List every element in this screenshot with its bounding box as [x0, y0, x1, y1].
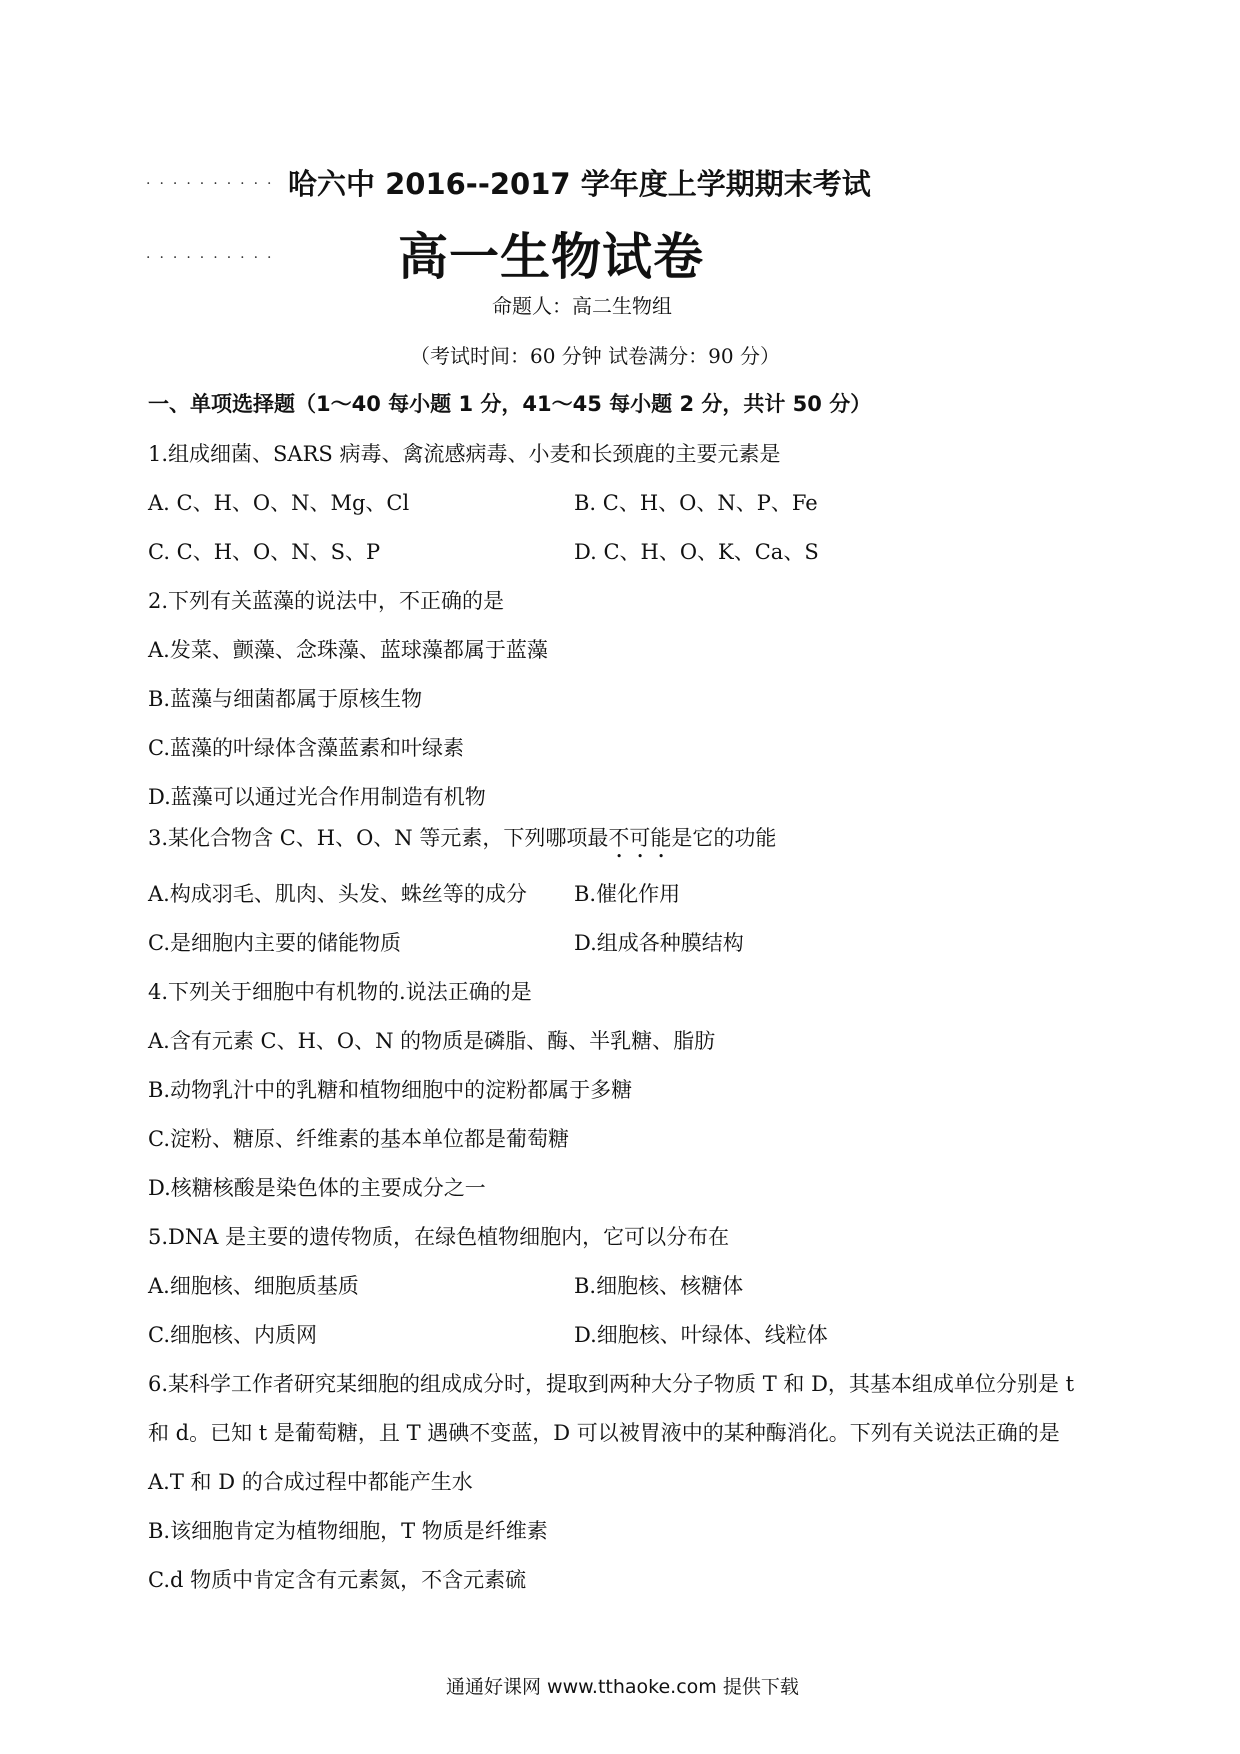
option-a: A.T 和 D 的合成过程中都能产生水 — [148, 1470, 473, 1494]
option-b: B.动物乳汁中的乳糖和植物细胞中的淀粉都属于多糖 — [148, 1078, 633, 1102]
option-d: D.组成各种膜结构 — [574, 931, 744, 955]
question-stem: 4.下列关于细胞中有机物的.说法正确的是 — [148, 980, 532, 1004]
question-stem: 6.某科学工作者研究某细胞的组成成分时，提取到两种大分子物质 T 和 D，其基本组成单位分别是 t — [148, 1372, 1075, 1396]
question-stem: 5.DNA 是主要的遗传物质，在绿色植物细胞内，它可以分布在 — [148, 1225, 730, 1249]
option-b: B.该细胞肯定为植物细胞，T 物质是纤维素 — [148, 1519, 548, 1543]
option-a: A.细胞核、细胞质基质 — [148, 1274, 359, 1298]
option-a: A.构成羽毛、肌肉、头发、蛛丝等的成分 — [148, 882, 527, 906]
option-a: A.含有元素 C、H、O、N 的物质是磷脂、酶、半乳糖、脂肪 — [148, 1029, 716, 1053]
question-stem: 2.下列有关蓝藻的说法中，不正确的是 — [148, 589, 505, 613]
option-c: C. C、H、O、N、S、P — [148, 540, 381, 564]
option-b: B.蓝藻与细菌都属于原核生物 — [148, 687, 423, 711]
emphasized-text: 不可能 — [608, 826, 672, 850]
question-stem: 1.组成细菌、SARS 病毒、禽流感病毒、小麦和长颈鹿的主要元素是 — [148, 442, 781, 466]
option-d: D.核糖核酸是染色体的主要成分之一 — [148, 1176, 486, 1200]
paper-title: 高一生物试卷 — [398, 228, 704, 286]
question-stem: 和 d。已知 t 是葡萄糖，且 T 遇碘不变蓝，D 可以被胃液中的某种酶消化。下列有关说法正确的是 — [148, 1421, 1060, 1445]
footer-credit: 通通好课网 www.tthaoke.com 提供下载 — [446, 1676, 799, 1698]
option-c: C.淀粉、糖原、纤维素的基本单位都是葡萄糖 — [148, 1127, 569, 1151]
option-d: D.蓝藻可以通过光合作用制造有机物 — [148, 785, 486, 809]
option-d: D.细胞核、叶绿体、线粒体 — [574, 1323, 828, 1347]
option-d: D. C、H、O、K、Ca、S — [574, 540, 819, 564]
option-a: A.发菜、颤藻、念珠藻、蓝球藻都属于蓝藻 — [148, 638, 548, 662]
leader-dots: ·········· — [146, 176, 281, 192]
option-c: C.细胞核、内质网 — [148, 1323, 317, 1347]
option-c: C.d 物质中肯定含有元素氮，不含元素硫 — [148, 1568, 527, 1592]
stem-text: 3.某化合物含 C、H、O、N 等元素，下列哪项最 — [148, 826, 609, 850]
option-a: A. C、H、O、N、Mg、Cl — [148, 491, 410, 515]
school-exam-line: 哈六中 2016--2017 学年度上学期期末考试 — [288, 167, 871, 201]
exam-info: （考试时间：60 分钟 试卷满分：90 分） — [410, 344, 780, 368]
option-b: B.细胞核、核糖体 — [574, 1274, 744, 1298]
option-c: C.是细胞内主要的储能物质 — [148, 931, 401, 955]
leader-dots: ·········· — [146, 250, 281, 266]
stem-text: 是它的功能 — [671, 826, 777, 850]
option-c: C.蓝藻的叶绿体含藻蓝素和叶绿素 — [148, 736, 464, 760]
option-b: B. C、H、O、N、P、Fe — [574, 491, 818, 515]
author-line: 命题人：高二生物组 — [492, 294, 672, 318]
section-heading: 一、单项选择题（1～40 每小题 1 分，41～45 每小题 2 分，共计 50 分） — [148, 392, 872, 416]
option-b: B.催化作用 — [574, 882, 681, 906]
question-stem — [148, 822, 776, 863]
